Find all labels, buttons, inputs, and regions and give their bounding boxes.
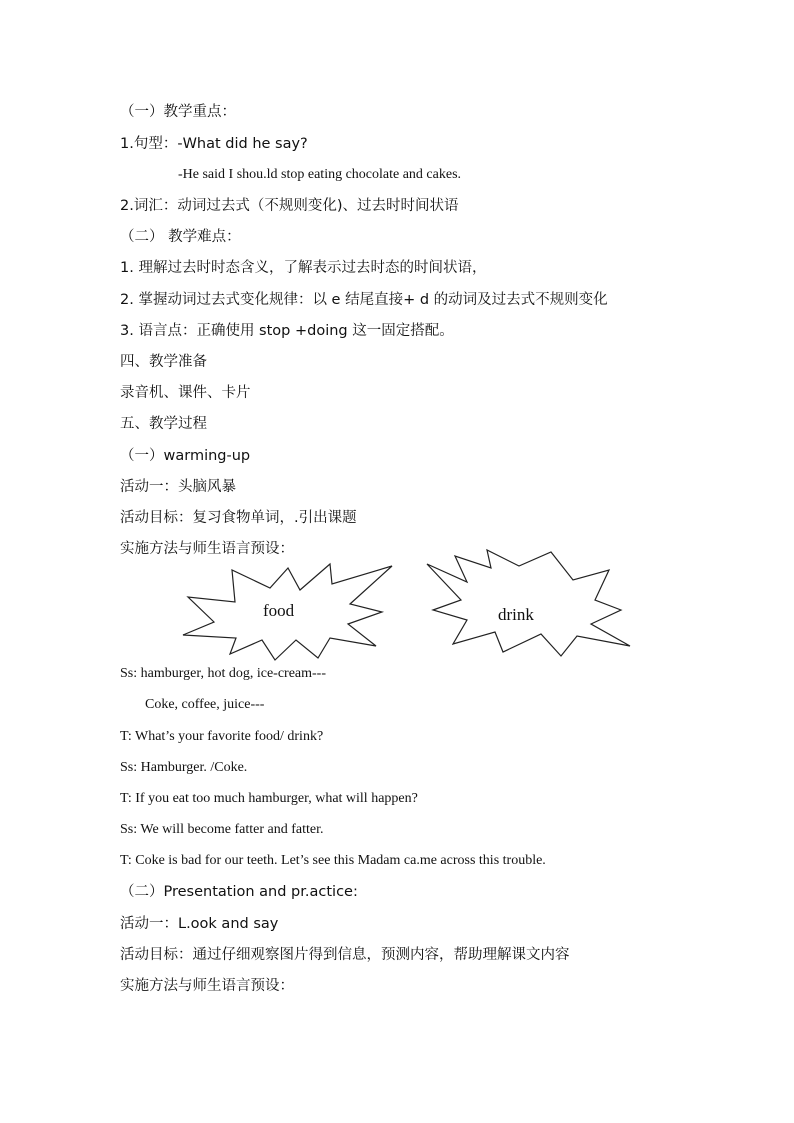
presentation-heading: （二）Presentation and pr.actice:	[120, 884, 358, 900]
heading-teaching-focus: （一）教学重点：	[120, 104, 236, 120]
dialogue-students-food: Ss: hamburger, hot dog, ice-cream---	[120, 666, 327, 681]
drink-label: drink	[498, 605, 534, 624]
activity-2-goal: 活动目标：通过仔细观察图片得到信息，预测内容，帮助理解课文内容	[120, 947, 570, 963]
warming-up-heading: （一）warming-up	[120, 448, 251, 464]
activity-1-method: 实施方法与师生语言预设：	[120, 541, 294, 557]
heading-teaching-difficulty: （二） 教学难点：	[120, 229, 241, 245]
activity-2-title: 活动一：L.ook and say	[120, 916, 279, 932]
dialogue-teacher-question: T: What’s your favorite food/ drink?	[120, 729, 324, 744]
dialogue-teacher-eat-too-much: T: If you eat too much hamburger, what will happen?	[120, 791, 418, 806]
activity-1-title: 活动一：头脑风暴	[120, 479, 236, 495]
vocabulary-line: 2.词汇：动词过去式（不规则变化)、过去时时间状语	[120, 198, 459, 214]
difficulty-item-2: 2. 掌握动词过去式变化规律：以 e 结尾直接+ d 的动词及过去式不规则变化	[120, 292, 608, 308]
drink-starburst	[425, 548, 635, 658]
sentence-pattern-answer: -He said I shou.ld stop eating chocolate and cakes.	[178, 167, 462, 182]
heading-process: 五、教学过程	[120, 416, 207, 432]
sentence-pattern-line: 1.句型：-What did he say?	[120, 136, 308, 152]
activity-2-method: 实施方法与师生语言预设：	[120, 978, 294, 994]
heading-preparation: 四、教学准备	[120, 354, 207, 370]
food-label: food	[263, 601, 295, 620]
preparation-items: 录音机、课件、卡片	[120, 385, 251, 401]
difficulty-item-1: 1. 理解过去时时态含义，了解表示过去时态的时间状语，	[120, 260, 487, 276]
activity-1-goal: 活动目标：复习食物单词，.引出课题	[120, 510, 357, 526]
dialogue-students-fatter: Ss: We will become fatter and fatter.	[120, 822, 324, 837]
dialogue-teacher-coke: T: Coke is bad for our teeth. Let’s see this Madam ca.me across this trouble.	[120, 853, 546, 868]
dialogue-students-drink: Coke, coffee, juice---	[145, 697, 265, 712]
dialogue-students-answer: Ss: Hamburger. /Coke.	[120, 760, 248, 775]
difficulty-item-3: 3. 语言点：正确使用 stop +doing 这一固定搭配。	[120, 323, 454, 339]
